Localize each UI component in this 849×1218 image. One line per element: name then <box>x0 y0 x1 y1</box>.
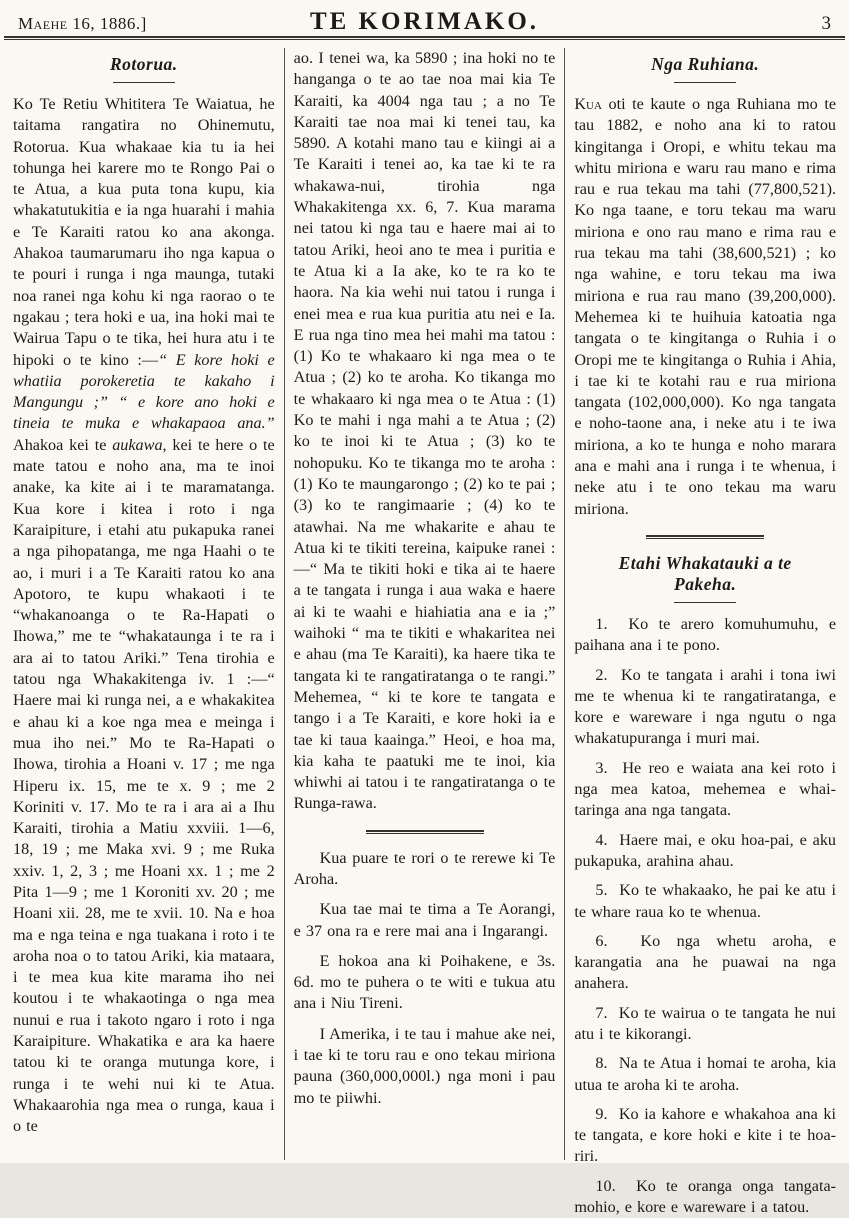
page-number: 3 <box>821 13 831 34</box>
proverb-item <box>574 614 836 657</box>
proverb-item <box>574 758 836 822</box>
section-divider-rule <box>366 830 484 834</box>
proverb-item <box>574 665 836 750</box>
proverb-text: Ko te tangata i arahi i tona iwi me te whenua ki te rangatiratanga, e kore e wareware i nga ngutu o nga whakatupuranga i muri mai. <box>574 665 837 748</box>
article-body-rotorua: Ko Te Retiu Whititera Te Waiatua, he taitama rangatira no Ohinemutu, Rotorua. Kua whakaae kia tu ia hei tohunga hei karere mo te Rongo Pai o te Atua, a kua puta tona kupu, kia whakatutukitia e ia nga huarahi i mahia e Te Karaiti ratou ko ana akonga. Ahakoa taumarumaru iho nga kapua o te pouri i runga i nga maunga, tutaki noa ranei nga kohu ki nga raorao o te ngakau ; tera hoki e ua, ina hoki mai te Wairua Tapu o te tika, hei hura atu i te hipoki o te kino :—“ E kore hoki e whatiia porokeretia te kakaho i Mangungu ;” “ e kore ano hoki e tineia te muka e whakapaoa ana.” Ahakoa kei te aukawa, kei te here o te mate tatou e noho ana, ma te inoi anake, ka kite ai i te maramatanga. Kua kore i kitea i roto i nga Karaipiture, i etahi atu pukapuka ranei a nga pihopatanga, me nga Haahi o te ao, i muri i a Te Karaiti ratou ko ana Apotoro, te kupu whakaoti i te “whakanoanga o te Ra-Hapati o Ihowa,” me te “whakataunga i te ra i ara ai to tatou Ariki.” Tena tirohia e tatou nga Whakakitenga iv. 1 :—“ Haere mai ki runga nei, a e whakakitea e ahau ki a koe nga mea e meinga i mua iho nei.” Mo te Ra-Hapati o Ihowa, tirohia a Hoani v. 17 ; me nga Hiperu ix. 15, me te x. 9 ; me 2 Koriniti v. 17. Mo te ra i ara ai a Ihu Karaiti, tirohia a Matiu xxviii. 1—6, 18, 19 ; me Maka xvi. 9 ; me Ruka xxiv. 1, 2, 3 ; me Hoani xx. 1 ; me 2 Pita 1—9 ; me 1 Koroniti xv. 20 ; me Hoani xii. 28, me te xvii. 10. Na e hoa ma e nga teina e nga tuakana i roto i te aroha noa o to tatou Ariki, kia mataara, i te mea kua kite marama iho nei koutou i te whakaotinga o nga mea nunui e rua i takoto ngaro i roto i nga Karaipiture. Whakatika e ara ka haere tatou ki te oranga mutunga kore, i runga i te wehi nui ki te Atua. Whakaarohia nga mea o runga, kaua i o te <box>13 95 275 1136</box>
proverb-number: 7. <box>595 1003 608 1022</box>
column-1 <box>4 46 284 1160</box>
heading-rule <box>674 82 736 83</box>
column-3 <box>565 46 845 1217</box>
section-divider-rule <box>646 535 764 539</box>
news-item: E hokoa ana ki Poihakene, e 3s. 6d. mo te puhera o te witi e tukua atu ana i Niu Tireni. <box>293 951 556 1013</box>
proverb-number: 9. <box>595 1104 608 1123</box>
article-body-nga-ruhiana: Kua oti te kaute o nga Ruhiana mo te tau 1882, e noho ana ki to ratou kingitanga i Oropi, e whitu tekau ma whitu miriona e waru rau mano e rima rau e rua tekau ma tahi (77,800,521). Ko nga taane, e toru tekau ma waru miriona e ono rau mano e rima rau e rua tekau ma tahi (38,600,521) ; ko nga wahine, e toru tekau ma iwa miriona e rua rau mano (39,200,000). Mehemea ki te huihuia katoatia nga tangata o te kingitanga o Ruhia i o Oropi me te kingitanga o Ruhia i Ahia, i tae ki te kotahi rau e rua miriona tangata (102,000,000). Ko nga tangata e noho-taone ana, i neke atu i te iwa miriona, a ko te hunga e noho marara ana e mahi ana i runga i te whenua, i neke atu i te ono tekau ma waru miriona. <box>574 95 837 518</box>
article-heading-nga-ruhiana: Nga Ruhiana. <box>651 54 760 74</box>
proverb-text: Ko te wairua o te tangata he nui atu i te kikorangi. <box>574 1003 837 1043</box>
proverb-number: 6. <box>595 931 608 950</box>
proverb-item <box>574 830 836 873</box>
proverb-number: 8. <box>595 1054 608 1073</box>
proverb-text: Haere mai, e oku hoa-pai, e aku pukapuka, arahina ahau. <box>574 830 837 870</box>
proverb-item <box>574 931 836 995</box>
proverb-number: 1. <box>595 614 608 633</box>
proverb-number: 4. <box>595 830 608 849</box>
proverb-text: Ko te arero komuhumuhu, e paihana ana i te pono. <box>574 614 837 655</box>
proverb-text: Ko te oranga onga tangata-mohio, e kore e wareware i a tatou. <box>574 1176 837 1217</box>
proverb-number: 2. <box>595 665 608 684</box>
proverb-item <box>574 1176 836 1218</box>
proverb-number: 10. <box>595 1176 616 1195</box>
heading-rule <box>674 602 736 603</box>
column-2 <box>285 46 565 1160</box>
proverb-number: 5. <box>595 881 608 900</box>
news-item: I Amerika, i te tau i mahue ake nei, i tae ki te toru rau e ono tekau miriona pauna (360,000,000l.) nga moni i pau mo te piiwhi. <box>293 1024 556 1107</box>
article-heading-rotorua: Rotorua. <box>109 54 178 74</box>
heading-rule <box>113 82 175 83</box>
proverb-item <box>574 1104 836 1168</box>
proverb-number: 3. <box>595 758 608 777</box>
masthead <box>0 0 849 34</box>
proverb-text: Na te Atua i homai te aroha, kia utua te aroha ki te aroha. <box>574 1054 837 1094</box>
proverb-text: Ko ia kahore e whakahoa ana ki te tangata, e kore hoki e kite i te hoa-riri. <box>574 1104 837 1166</box>
article-heading-whakatauki: Etahi Whakatauki a te Pakeha. <box>618 552 792 594</box>
proverb-text: Ko nga whetu aroha, e karangatia ana he puawai na nga anahera. <box>574 931 837 993</box>
masthead-date: Maehe 16, 1886.] <box>18 14 147 33</box>
proverb-item <box>574 880 836 923</box>
proverb-text: He reo e waiata ana kei roto i nga mea katoa, mehemea e whai-taringa ana nga tangata. <box>574 758 837 820</box>
news-item: Kua tae mai te tima a Te Aorangi, e 37 ona ra e rere mai ana i Ingarangi. <box>293 900 556 940</box>
proverb-item <box>574 1053 836 1096</box>
column-layout <box>0 40 849 1217</box>
news-item: Kua puare te rori o te rerewe ki Te Aroha. <box>293 848 556 888</box>
masthead-title: TE KORIMAKO. <box>309 8 540 35</box>
article-body-continuation: ao. I tenei wa, ka 5890 ; ina hoki no te hanganga o te ao tae noa mai kia Te Karaiti, ka 4004 nga tau ; a no Te Karaiti tae noa mai ki tenei tau, ka 5890. A kotahi mano tau e kiingi ai a Te Karaiti i tenei ao, ka tae ki te ra whakawa-nui, tirohia nga Whakakitenga xx. 6, 7. Kua marama nei tatou ki nga tau e haere mai ai to tatou Ariki, heoi ano te mea i puritia e te Atua ki a Ia ake, ko te ra ko te haora. Na kia wehi nui tatou i runga i enei mea e rua kua puritia atu nei e Ia. E rua nga tino mea hei mahi ma tatou : (1) Ko te whakaaro ki nga mea o te Atua ; (2) ko te aroha. Ko tikanga mo te whakaaro ki nga mea o te Atua : (1) Ko te mahi i nga mahi a te Atua ; (2) ko te inoi ki te Atua ; (3) ko te nohopuku. Ko te tikanga mo te aroha : (1) Ko te maungarongo ; (2) ko te pai ; (3) ko te rangimaarie ; (4) ko te atawhai. Na me whakarite e ahau te Atua ki te tikiti tereina, kaipuke ranei :—“ Ma te tikiti hoki e tika ai te haere a te tangata i runga i aua waka e haere ai ki te waahi e hiahiatia ana e ia ;” waihoki “ ma te tikiti e whakaritea nei e ahau (ma Te Karaiti), ka haere tika te tangata ki te rangatiratanga o te rangi.” Mehemea, “ ki te kore te tangata e tango i a Te Karaiti, e kore hoki ia e tae ki taua kaainga.” Heoi, e hoa ma, kia kaha te paatuki me te inoi, kia whiwhi ai tatou i te rangatiratanga o te Runga-rawa. <box>293 49 556 813</box>
proverb-item <box>574 1003 836 1046</box>
proverb-text: Ko te whakaako, he pai ke atu i te whare raua ko te whenua. <box>574 881 837 921</box>
